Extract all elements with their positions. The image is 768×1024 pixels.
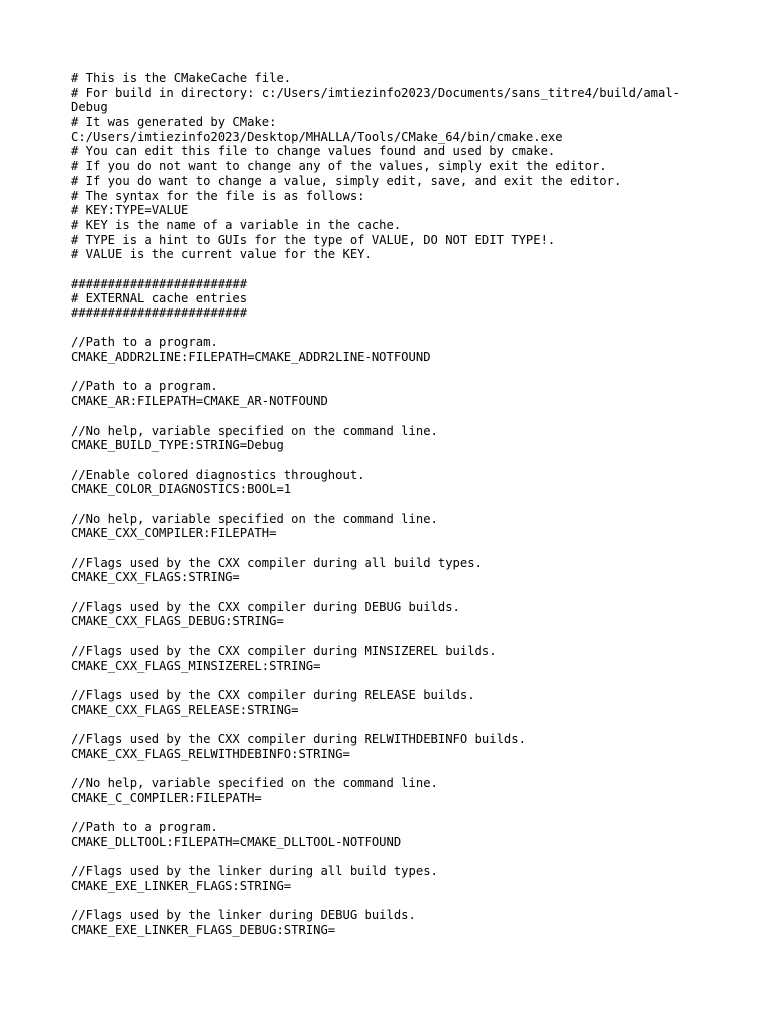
header-line: Debug <box>71 100 108 115</box>
blank-line <box>71 262 751 277</box>
header-line: # If you do not want to change any of the values, simply exit the editor. <box>71 159 607 174</box>
blank-line <box>71 585 751 600</box>
entry-value: CMAKE_CXX_FLAGS_DEBUG:STRING= <box>71 614 284 629</box>
cache-entry <box>71 512 751 541</box>
blank-line <box>71 541 751 556</box>
cache-entry <box>71 556 751 585</box>
entry-value: CMAKE_C_COMPILER:FILEPATH= <box>71 790 262 805</box>
entry-value: CMAKE_CXX_FLAGS_RELEASE:STRING= <box>71 702 299 717</box>
blank-line <box>71 805 751 820</box>
entry-comment: //Flags used by the CXX compiler during DEBUG builds. <box>71 599 460 614</box>
cache-entry <box>71 600 751 629</box>
document-page <box>71 71 751 938</box>
entry-value: CMAKE_BUILD_TYPE:STRING=Debug <box>71 438 284 453</box>
entry-value: CMAKE_EXE_LINKER_FLAGS_DEBUG:STRING= <box>71 922 336 937</box>
entry-comment: //Path to a program. <box>71 379 218 394</box>
header-line: # TYPE is a hint to GUIs for the type of VALUE, DO NOT EDIT TYPE!. <box>71 232 556 247</box>
entry-value: CMAKE_CXX_COMPILER:FILEPATH= <box>71 526 277 541</box>
entry-comment: //Flags used by the linker during all build types. <box>71 864 438 879</box>
cache-entry <box>71 468 751 497</box>
entry-value: CMAKE_CXX_FLAGS:STRING= <box>71 570 240 585</box>
entry-comment: //Flags used by the CXX compiler during all build types. <box>71 555 482 570</box>
blank-line <box>71 321 751 336</box>
header-line: # If you do want to change a value, simply edit, save, and exit the editor. <box>71 173 622 188</box>
entry-comment: //Flags used by the CXX compiler during MINSIZEREL builds. <box>71 643 497 658</box>
cache-entry <box>71 732 751 761</box>
blank-line <box>71 365 751 380</box>
header-line: # VALUE is the current value for the KEY. <box>71 247 372 262</box>
blank-line <box>71 497 751 512</box>
cache-entry <box>71 688 751 717</box>
entry-comment: //Path to a program. <box>71 820 218 835</box>
entry-comment: //No help, variable specified on the command line. <box>71 423 438 438</box>
cache-entry <box>71 864 751 893</box>
entry-comment: //Enable colored diagnostics throughout. <box>71 467 365 482</box>
section-rule-bottom: ######################## <box>71 306 248 320</box>
header-line: # You can edit this file to change values found and used by cmake. <box>71 144 556 159</box>
cache-entry <box>71 379 751 408</box>
entry-value: CMAKE_AR:FILEPATH=CMAKE_AR-NOTFOUND <box>71 394 328 409</box>
file-header <box>71 71 751 262</box>
blank-line <box>71 717 751 732</box>
blank-line <box>71 453 751 468</box>
entry-comment: //Path to a program. <box>71 335 218 350</box>
blank-line <box>71 894 751 909</box>
header-line: # KEY:TYPE=VALUE <box>71 203 189 218</box>
entry-value: CMAKE_EXE_LINKER_FLAGS:STRING= <box>71 878 292 893</box>
blank-line <box>71 673 751 688</box>
header-line: # KEY is the name of a variable in the cache. <box>71 217 402 232</box>
section-title: # EXTERNAL cache entries <box>71 291 248 306</box>
entry-comment: //Flags used by the CXX compiler during RELEASE builds. <box>71 687 475 702</box>
blank-line <box>71 629 751 644</box>
entry-value: CMAKE_CXX_FLAGS_RELWITHDEBINFO:STRING= <box>71 746 350 761</box>
blank-line <box>71 849 751 864</box>
entry-value: CMAKE_COLOR_DIAGNOSTICS:BOOL=1 <box>71 482 292 497</box>
header-line: # The syntax for the file is as follows: <box>71 188 365 203</box>
entry-value: CMAKE_ADDR2LINE:FILEPATH=CMAKE_ADDR2LINE-NOTFOUND <box>71 350 431 365</box>
section-rule-top: ######################## <box>71 276 248 291</box>
cache-entry <box>71 644 751 673</box>
cache-entry <box>71 776 751 805</box>
cache-entry <box>71 908 751 937</box>
entry-comment: //No help, variable specified on the command line. <box>71 776 438 790</box>
entry-comment: //Flags used by the linker during DEBUG builds. <box>71 908 416 923</box>
header-line: # For build in directory: c:/Users/imtiezinfo2023/Documents/sans_titre4/build/amal- <box>71 85 681 100</box>
entry-value: CMAKE_CXX_FLAGS_MINSIZEREL:STRING= <box>71 658 321 673</box>
header-line: C:/Users/imtiezinfo2023/Desktop/MHALLA/Tools/CMake_64/bin/cmake.exe <box>71 129 563 144</box>
cache-entry <box>71 335 751 364</box>
section-header <box>71 277 751 321</box>
header-line: # It was generated by CMake: <box>71 115 277 130</box>
header-line: # This is the CMakeCache file. <box>71 71 292 85</box>
cache-entry <box>71 820 751 849</box>
entry-comment: //Flags used by the CXX compiler during RELWITHDEBINFO builds. <box>71 731 526 746</box>
entry-comment: //No help, variable specified on the command line. <box>71 511 438 526</box>
cache-entry <box>71 424 751 453</box>
blank-line <box>71 409 751 424</box>
blank-line <box>71 761 751 776</box>
entry-value: CMAKE_DLLTOOL:FILEPATH=CMAKE_DLLTOOL-NOTFOUND <box>71 834 402 849</box>
